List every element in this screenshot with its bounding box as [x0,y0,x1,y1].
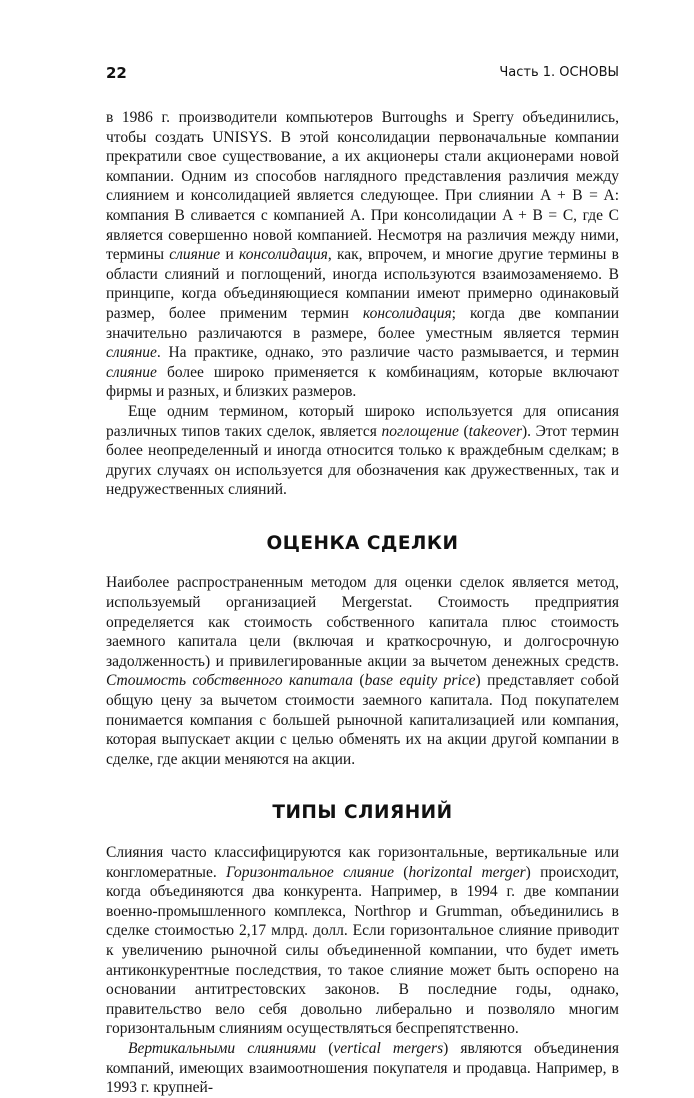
italic-term: takeover [468,422,523,440]
text-run: более широко применяется к комбинациям, которые включают фирмы и разных, и близких размеров. [106,363,619,401]
italic-term: Горизонтальное слияние [225,863,394,881]
text-run: ) происходит, когда объединяются два конкурента. Например, в 1994 г. две компании военно-промышленного комплекса, Northrop и Grumman, объединились в сделке стоимостью 2,17 млрд. долл. Если горизонтальное слияние приводит к увеличению рыночной силы объединенной компании, что будет иметь антиконкурентные последствия, то такое слияние может быть оспорено на основании антитрестовских законов. В последние годы, однако, правительство вело себя довольно либерально и позволяло многим горизонтальным слияниям осуществляться беспрепятственно. [106,863,619,1038]
text-run: Слияния часто классифицируются как горизонтальные, вертикальные или конгломератные. [106,844,619,881]
text-run: ( [316,1039,334,1057]
text-run: ( [458,422,469,440]
italic-term: слияние [169,246,221,264]
text-run: и [220,246,240,264]
section-heading-deal-valuation: ОЦЕНКА СДЕЛКИ [266,532,459,554]
paragraph-consolidation [106,108,619,402]
italic-term: слияние [106,363,157,381]
italic-term: консолидация [239,246,328,264]
paragraph-vertical-merger [106,1039,619,1098]
italic-term: vertical mergers [333,1039,444,1057]
part-title: Часть 1. ОСНОВЫ [499,65,619,80]
italic-term: слияние [106,344,157,362]
text-run: ). Этот термин более неопределенный и иногда относится только к враждебным сделкам; в других случаях он используется для обозначения как дружественных, так и недружественных слияний. [106,422,619,499]
text-run: Еще одним термином, который широко используется для описания различных типов таких сделок, является [106,402,619,440]
text-run: ( [394,863,409,881]
text-run: ; когда две компании значительно различаются в размере, более уместным является термин [106,304,619,342]
text-run: ) являются объединения компаний, имеющих взаимоотношения покупателя и продавца. Например, в 1993 г. крупней- [106,1039,619,1097]
body-text [106,108,619,1098]
paragraph-deal-valuation [106,573,619,769]
section-heading-merger-types: ТИПЫ СЛИЯНИЙ [272,802,453,824]
page-number: 22 [106,64,127,82]
italic-term: поглощение [381,422,459,440]
text-run: ( [353,672,365,690]
text-run: , как, впрочем, и многие другие термины в области слияний и поглощений, иногда используются взаимозаменяемо. В принципе, когда объединяющиеся компании имеют примерно одинаковый размер, более применим термин [106,246,619,322]
paragraph-horizontal-merger [106,843,619,1039]
paragraph-takeover [106,402,619,500]
italic-term: Вертикальными слияниями [128,1039,317,1057]
text-run: в 1986 г. производители компьютеров Burroughs и Sperry объединились, чтобы создать UNISYS. В этой консолидации первоначальные компании прекратили свое существование, а их акционеры стали акционерами новой компании. Одним из способов наглядного представления различия между слиянием и консолидацией является следующее. При слиянии A + B = A: компания B сливается с компанией A. При консолидации A + B = C, где C является совершенно новой компанией. Несмотря на различия между ними, термины [106,109,619,264]
italic-term: horizontal merger [408,863,526,881]
text-run: . На практике, однако, это различие часто размывается, и термин [156,344,619,362]
italic-term: base equity price [364,672,476,690]
text-run: Наиболее распространенным методом для оценки сделок является метод, используемый организацией Mergerstat. Стоимость предприятия определяется как стоимость собственного капитала плюс стоимость заемного капитала цели (включая и краткосрочную, и долгосрочную задолженность) и привилегированные акции за вычетом денежных средств. [106,574,619,670]
italic-term: консолидация [362,304,452,322]
text-run: ) представляет собой общую цену за вычетом стоимости заемного капитала. Под покупателем понимается компания с большей рыночной капитализацией или компания, которая выпускает акции с целью обменять их на акции другой компании в сделке, где акции меняются на акции. [106,672,619,768]
italic-term: Стоимость собственного капитала [106,672,354,690]
